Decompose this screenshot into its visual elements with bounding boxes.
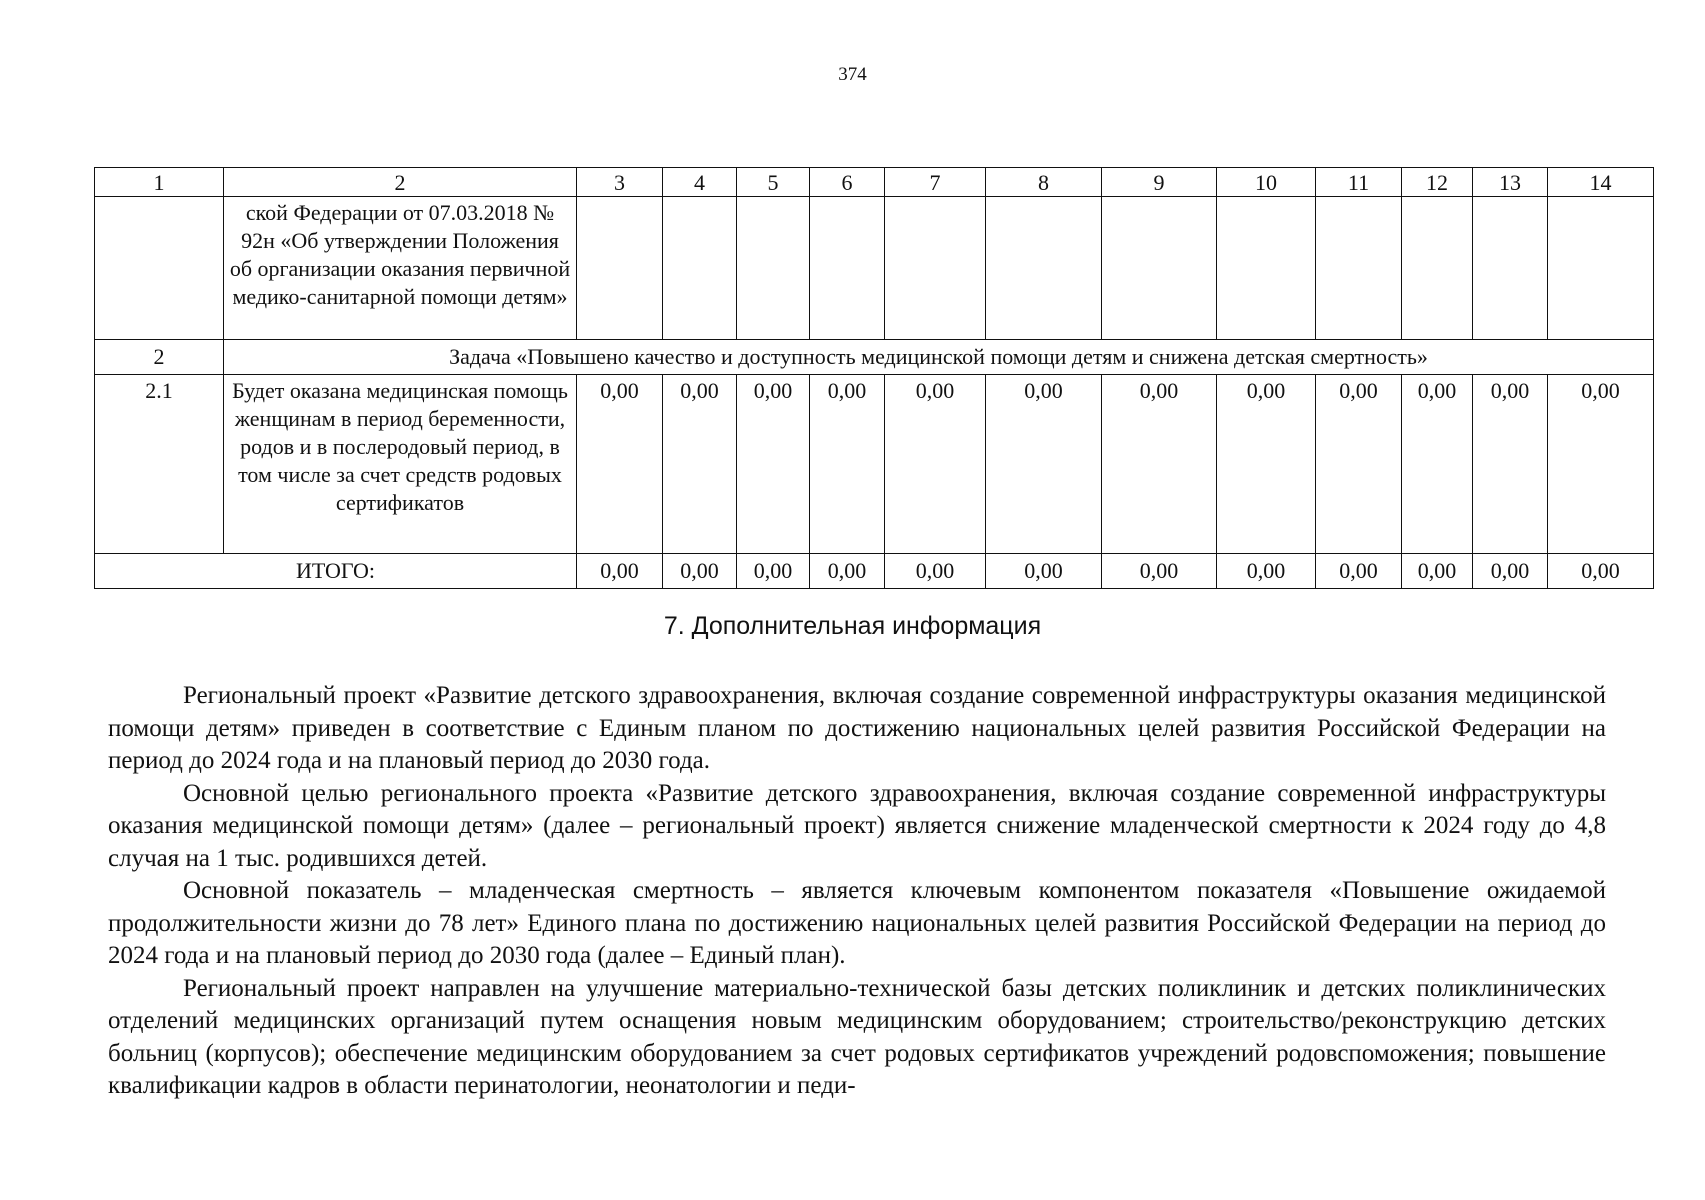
value-cell: 0,00 [577, 375, 663, 554]
task-number-cell: 2 [95, 340, 224, 375]
header-cell: 4 [663, 168, 737, 197]
header-cell: 6 [810, 168, 885, 197]
row-2-1-text: Будет оказана медицинская помощь женщинам в период беременности, родов и в послеродовый период, в том числе за счет средств родовых сертификатов [232, 378, 568, 515]
total-value-cell: 0,00 [663, 554, 737, 589]
description-cell [224, 375, 577, 554]
header-cell: 12 [1402, 168, 1473, 197]
value-cell: 0,00 [1316, 375, 1402, 554]
task-text-cell: Задача «Повышено качество и доступность медицинской помощи детям и снижена детская смертность» [224, 340, 1654, 375]
total-value-cell: 0,00 [1402, 554, 1473, 589]
header-cell: 11 [1316, 168, 1402, 197]
description-cell [224, 197, 577, 340]
value-cell [1102, 197, 1217, 340]
total-value-cell: 0,00 [986, 554, 1102, 589]
header-cell: 8 [986, 168, 1102, 197]
row-number-cell [95, 197, 224, 340]
paragraph: Основной целью регионального проекта «Развитие детского здравоохранения, включая создание современной инфраструктуры оказания медицинской помощи детям» (далее – региональный проект) является снижение младенческой смертности к 2024 году до 4,8 случая на 1 тыс. родившихся детей. [108, 779, 1606, 872]
table-header-row [95, 168, 1654, 197]
value-cell: 0,00 [663, 375, 737, 554]
value-cell: 0,00 [1217, 375, 1316, 554]
value-cell [1473, 197, 1548, 340]
paragraph: Основной показатель – младенческая смертность – является ключевым компонентом показателя «Повышение ожидаемой продолжительности жизни до 78 лет» Единого плана по достижению национальных целей развития Российской Федерации на период до 2024 года и на плановый период до 2030 года (далее – Единый план). [108, 877, 1606, 969]
header-cell: 3 [577, 168, 663, 197]
value-cell: 0,00 [1402, 375, 1473, 554]
page-number: 374 [838, 64, 867, 85]
value-cell [663, 197, 737, 340]
paragraph: Региональный проект «Развитие детского здравоохранения, включая создание современной инфраструктуры оказания медицинской помощи детям» приведен в соответствие с Единым планом по достижению национальных целей развития Российской Федерации на период до 2024 года и на плановый период до 2030 года. [108, 682, 1606, 774]
total-label-cell: ИТОГО: [95, 554, 577, 589]
value-cell [986, 197, 1102, 340]
table-row-total [95, 554, 1654, 589]
value-cell [1217, 197, 1316, 340]
total-value-cell: 0,00 [1473, 554, 1548, 589]
header-cell: 13 [1473, 168, 1548, 197]
value-cell [577, 197, 663, 340]
value-cell [1402, 197, 1473, 340]
value-cell: 0,00 [1548, 375, 1654, 554]
table-row-2-1 [95, 375, 1654, 554]
header-cell: 10 [1217, 168, 1316, 197]
total-value-cell: 0,00 [1316, 554, 1402, 589]
value-cell [1548, 197, 1654, 340]
total-value-cell: 0,00 [737, 554, 810, 589]
value-cell: 0,00 [737, 375, 810, 554]
value-cell [1316, 197, 1402, 340]
header-cell: 14 [1548, 168, 1654, 197]
value-cell: 0,00 [885, 375, 986, 554]
table-row-continuation [95, 197, 1654, 340]
value-cell: 0,00 [1102, 375, 1217, 554]
table-row-task [95, 340, 1654, 375]
section-title: 7. Дополнительная информация [663, 612, 1042, 640]
total-value-cell: 0,00 [810, 554, 885, 589]
value-cell [885, 197, 986, 340]
header-cell: 5 [737, 168, 810, 197]
header-cell: 2 [224, 168, 577, 197]
body-text [108, 680, 1606, 1103]
paragraph: Региональный проект направлен на улучшение материально-технической базы детских поликлиник и детских поликлинических отделений медицинских организаций путем оснащения новым медицинским оборудованием; строительство/реконструкцию детских больниц (корпусов); обеспечение медицинским оборудованием за счет родовых сертификатов учреждений родовспоможения; повышение квалификации кадров в области перинатологии, неонатологии и педи- [108, 974, 1606, 1099]
header-cell: 1 [95, 168, 224, 197]
total-value-cell: 0,00 [577, 554, 663, 589]
value-cell: 0,00 [986, 375, 1102, 554]
value-cell: 0,00 [1473, 375, 1548, 554]
total-value-cell: 0,00 [1548, 554, 1654, 589]
row-number-cell: 2.1 [95, 375, 224, 554]
value-cell [737, 197, 810, 340]
continuation-text: ской Федерации от 07.03.2018 № 92н «Об утверждении Положения об организации оказания первичной медико-санитарной помощи детям» [229, 200, 571, 309]
header-cell: 9 [1102, 168, 1217, 197]
total-value-cell: 0,00 [1102, 554, 1217, 589]
total-value-cell: 0,00 [885, 554, 986, 589]
value-cell: 0,00 [810, 375, 885, 554]
value-cell [810, 197, 885, 340]
finance-table [94, 167, 1654, 589]
header-cell: 7 [885, 168, 986, 197]
total-value-cell: 0,00 [1217, 554, 1316, 589]
